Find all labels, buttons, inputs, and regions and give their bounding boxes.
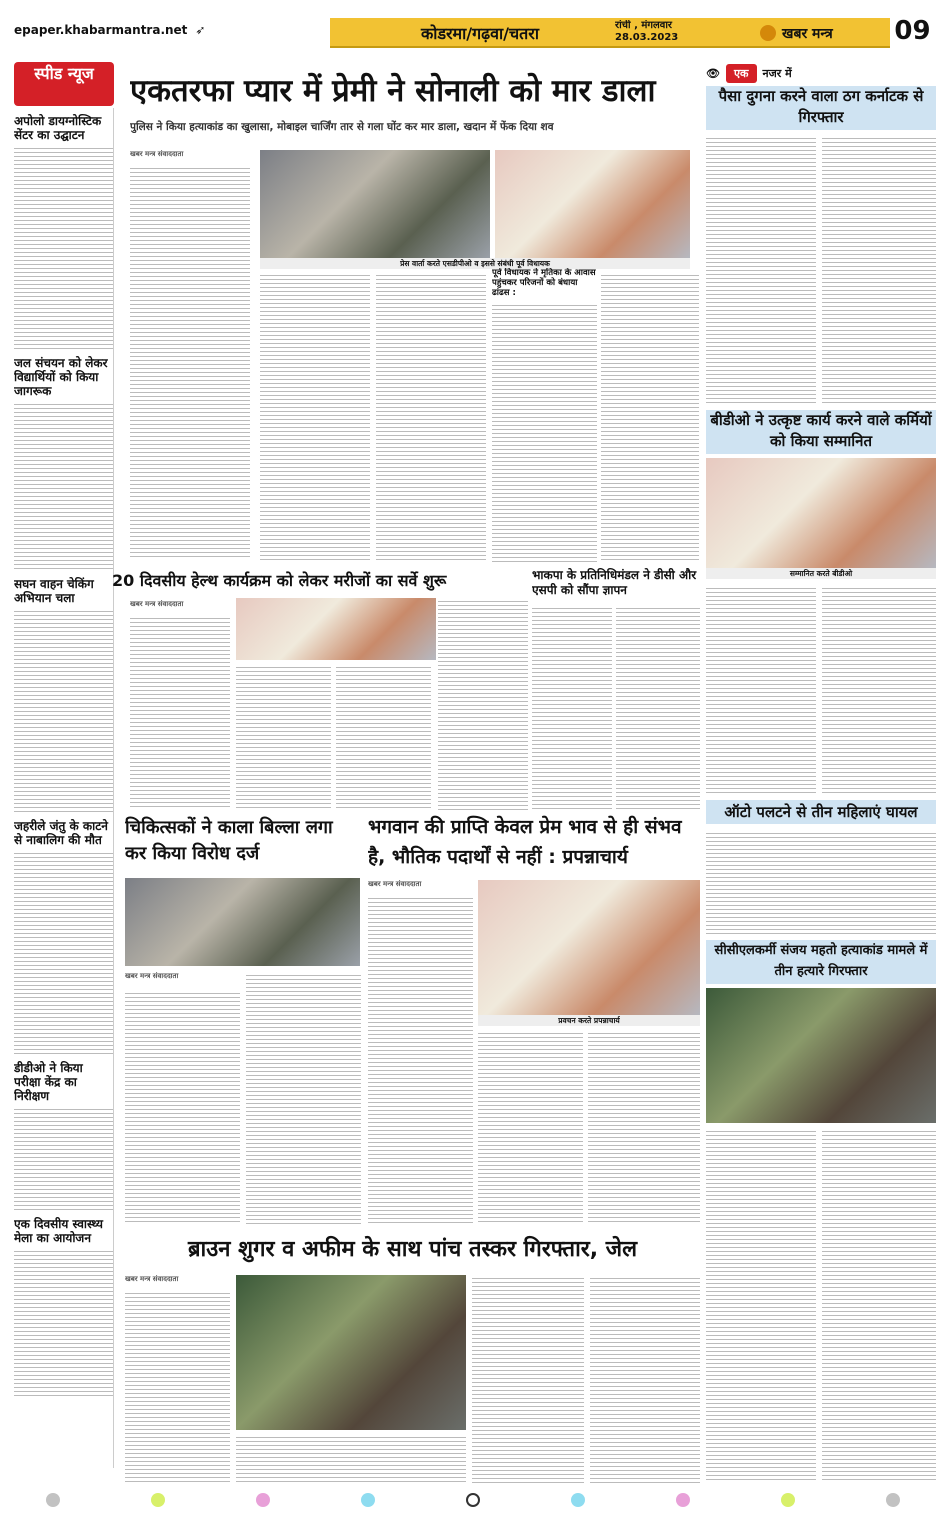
lead-byline: खबर मन्त्र संवाददाता (130, 150, 184, 158)
speed-news-item-body (14, 1106, 113, 1211)
lead-body-col2 (260, 272, 370, 562)
lead-deck: पुलिस ने किया हत्याकांड का खुलासा, मोबाइल चार्जिंग तार से गला घोंट कर मार डाला, खदान में फेंक दिया शव (130, 121, 554, 133)
pravachan-caption: प्रवचन करते प्रपन्नाचार्य (478, 1015, 700, 1026)
site-url[interactable] (14, 10, 264, 50)
bdo-honours-body-2 (822, 585, 936, 795)
speed-news-item-body (14, 145, 113, 350)
register-dot (46, 1493, 60, 1507)
ex-mla-subhead: पूर्व विधायक ने मृतिका के आवास पहुंचकर परिजनों को बंधाया ढांढस : (492, 268, 596, 298)
doctors-protest-photo (125, 878, 360, 966)
health-body-3 (336, 664, 431, 809)
brand-logo (760, 21, 890, 45)
speed-news-column (14, 108, 114, 1468)
speed-news-item-body (14, 850, 113, 1055)
auto-accident-body (706, 830, 936, 935)
pravachan-photo (478, 880, 700, 1015)
doctors-byline: खबर मन्त्र संवाददाता (125, 972, 179, 980)
bhakpa-body-2 (616, 605, 700, 810)
speed-news-item-title: एक दिवसीय स्वास्थ्य मेला का आयोजन (14, 1217, 104, 1245)
smugglers-body-1 (125, 1290, 230, 1485)
register-dot (571, 1493, 585, 1507)
register-dot (151, 1493, 165, 1507)
register-dot (781, 1493, 795, 1507)
issue-date (615, 20, 725, 46)
print-register-strip (0, 1490, 945, 1510)
register-dot (886, 1493, 900, 1507)
pravachan-byline: खबर मन्त्र संवाददाता (368, 880, 422, 888)
speed-news-item-title: जल संचयन को लेकर विद्यार्थियों को किया जागरूक (14, 356, 108, 398)
thug-arrest-body-1 (706, 135, 816, 405)
date-value: 28.03.2023 (615, 32, 679, 43)
smugglers-byline: खबर मन्त्र संवाददाता (125, 1275, 179, 1283)
register-dot (256, 1493, 270, 1507)
speed-news-item-title: अपोलो डायग्नोस्टिक सेंटर का उद्घाटन (14, 114, 102, 142)
section-title: कोडरमा/गढ़वा/चतरा (421, 24, 539, 43)
ccl-murder-body-1 (706, 1128, 816, 1483)
tag-nazar: नजर में (762, 66, 792, 80)
speed-news-item-body (14, 608, 113, 813)
lead-body-col5 (601, 272, 699, 562)
page-number: 09 (894, 16, 931, 46)
brand-name: खबर मन्त्र (782, 25, 833, 42)
pravachan-body-2 (478, 1030, 583, 1225)
speed-news-item-body (14, 1248, 113, 1398)
register-crosshair-icon (466, 1493, 480, 1507)
lead-photo-2 (495, 150, 690, 258)
pravachan-body-3 (588, 1030, 700, 1225)
health-body-4 (438, 598, 528, 810)
ccl-murder-photo (706, 988, 936, 1123)
ek-nazar-header (706, 63, 936, 83)
health-survey-title: 20 दिवसीय हेल्थ कार्यक्रम को लेकर मरीजों का सर्वे शुरू (112, 571, 447, 590)
date-day: रांची , मंगलवार (615, 20, 673, 31)
health-photo (236, 598, 436, 660)
doctors-protest-title: चिकित्सकों ने काला बिल्ला लगा कर किया विरोध दर्ज (125, 817, 333, 864)
lead-headline: एकतरफा प्यार में प्रेमी ने सोनाली को मार डाला (130, 73, 656, 109)
bdo-honours-photo (706, 458, 936, 568)
health-body-1 (130, 615, 230, 810)
smugglers-body-2 (236, 1434, 466, 1484)
auto-accident-title: ऑटो पलटने से तीन महिलाएं घायल (706, 800, 936, 824)
bdo-honours-body-1 (706, 585, 816, 795)
register-dot (361, 1493, 375, 1507)
lead-body-col3 (376, 272, 486, 562)
speed-news-item-body (14, 401, 113, 571)
bdo-honours-title: बीडीओ ने उत्कृष्ट कार्य करने वाले कर्मियों को किया सम्मानित (706, 410, 936, 454)
lead-body-col1 (130, 165, 250, 560)
speed-news-logo: स्पीड न्यूज (14, 62, 114, 106)
brand-mark-icon (760, 25, 776, 41)
ex-mla-body (492, 302, 597, 562)
bdo-honours-caption: सम्मानित करते बीडीओ (706, 568, 936, 579)
thug-arrest-title: पैसा दुगना करने वाला ठग कर्नाटक से गिरफ्तार (706, 86, 936, 130)
pravachan-title: भगवान की प्राप्ति केवल प्रेम भाव से ही संभव है, भौतिक पदार्थों से नहीं : प्रपन्नाचार्य (368, 816, 682, 868)
ccl-murder-title: सीसीएलकर्मी संजय महतो हत्याकांड मामले में तीन हत्यारे गिरफ्तार (706, 940, 936, 984)
site-url-text: epaper.khabarmantra.net (14, 23, 188, 37)
bhakpa-body-1 (532, 605, 612, 810)
smugglers-title: ब्राउन शुगर व अफीम के साथ पांच तस्कर गिरफ्तार, जेल (187, 1237, 638, 1262)
speed-news-item-title: सघन वाहन चेकिंग अभियान चला (14, 577, 94, 605)
health-body-2 (236, 664, 331, 809)
doctors-body-1 (125, 990, 240, 1225)
smugglers-photo (236, 1275, 466, 1430)
speed-news-item-title: डीडीओ ने किया परीक्षा केंद्र का निरीक्षण (14, 1061, 83, 1103)
smugglers-body-4 (590, 1275, 700, 1485)
health-byline: खबर मन्त्र संवाददाता (130, 600, 184, 608)
speed-news-item-title: जहरीले जंतु के काटने से नाबालिग की मौत (14, 819, 108, 847)
ccl-murder-body-2 (822, 1128, 936, 1483)
lead-photo-1 (260, 150, 490, 258)
smugglers-body-3 (472, 1275, 584, 1485)
doctors-body-2 (246, 972, 361, 1225)
pravachan-body-1 (368, 895, 473, 1225)
lead-photo-caption: प्रेस वार्ता करते एसडीपीओ व इससे संबंधी पूर्व विधायक (260, 258, 690, 269)
bhakpa-title: भाकपा के प्रतिनिधिमंडल ने डीसी और एसपी को सौंपा ज्ञापन (532, 568, 697, 597)
thug-arrest-body-2 (822, 135, 936, 405)
register-dot (676, 1493, 690, 1507)
cursor-icon: ➶ (195, 23, 206, 37)
eye-icon: 👁 (706, 66, 720, 80)
tag-ek: एक (726, 64, 757, 83)
